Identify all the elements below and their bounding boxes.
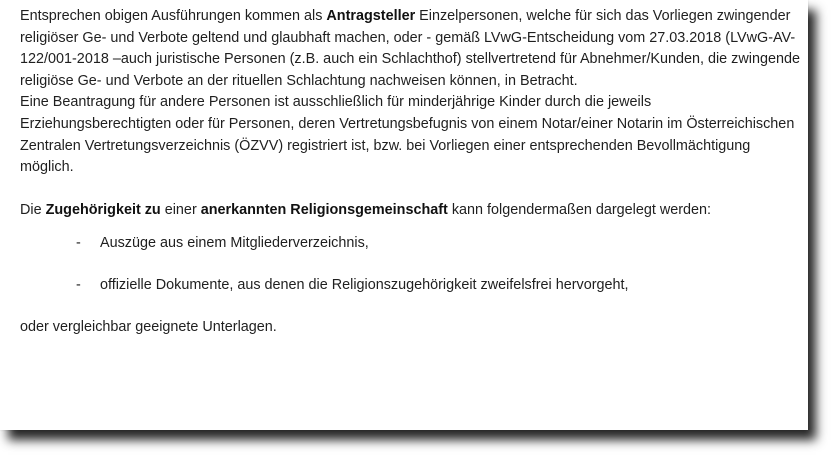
paragraph-spacer [20,179,800,200]
bold-zugehoerigkeit: Zugehörigkeit zu [45,201,161,218]
list-dash-marker: - [76,235,81,252]
paragraph-applicants-text-2: Einzelpersonen, welche für sich das Vorliegen zwingender religiöser Ge- und Verbote geltend und glaubhaft machen, oder - gemäß LVwG-Entscheidung vom 27.03.2018 (LVwG-AV-122/001-2018 –auch juristische Personen (z.B. auch ein Schlachthof) stellvertretend für Abnehmer/Kunden, die zwingende religiöse Ge- und Verbote an der rituellen Schlachtung nachweisen können, in Betracht. [20,8,800,89]
paragraph-representation: Eine Beantragung für andere Personen ist ausschließlich für minderjährige Kinder durch die jeweils Erziehungsberechtigten oder für Personen, deren Vertretungsbefugnis von einem Notar/einer Notarin im Österreichischen Zentralen Vertretungsverzeichnis (ÖZVV) registriert ist, bzw. bei Vorliegen einer entsprechenden Bevollmächtigung möglich. [20,94,795,176]
paragraph-applicants [20,6,800,92]
list-item-text: Auszüge aus einem Mitgliederverzeichnis, [100,235,369,252]
list-dash-marker: - [76,276,81,293]
paragraph-applicants-text-1: Entsprechen obigen Ausführungen kommen als [20,8,327,24]
bold-antragsteller: Antragsteller [326,8,416,24]
paragraph-closing: oder vergleichbar geeignete Unterlagen. [20,318,277,335]
bold-religionsgemeinschaft: anerkannten Religionsgemeinschaft [200,201,448,218]
list-item [20,233,800,255]
paragraph-affiliation-text-1: Die [20,201,46,218]
paragraph-affiliation-text-3: kann folgendermaßen dargelegt werden: [447,201,712,218]
paragraph-affiliation [20,200,800,222]
document-body [20,6,800,338]
list-item-text: offizielle Dokumente, aus denen die Religionszugehörigkeit zweifelsfrei hervorgeht, [100,276,629,293]
list-item [20,275,800,297]
evidence-list [20,233,800,296]
paragraph-affiliation-text-2: einer [160,201,201,218]
